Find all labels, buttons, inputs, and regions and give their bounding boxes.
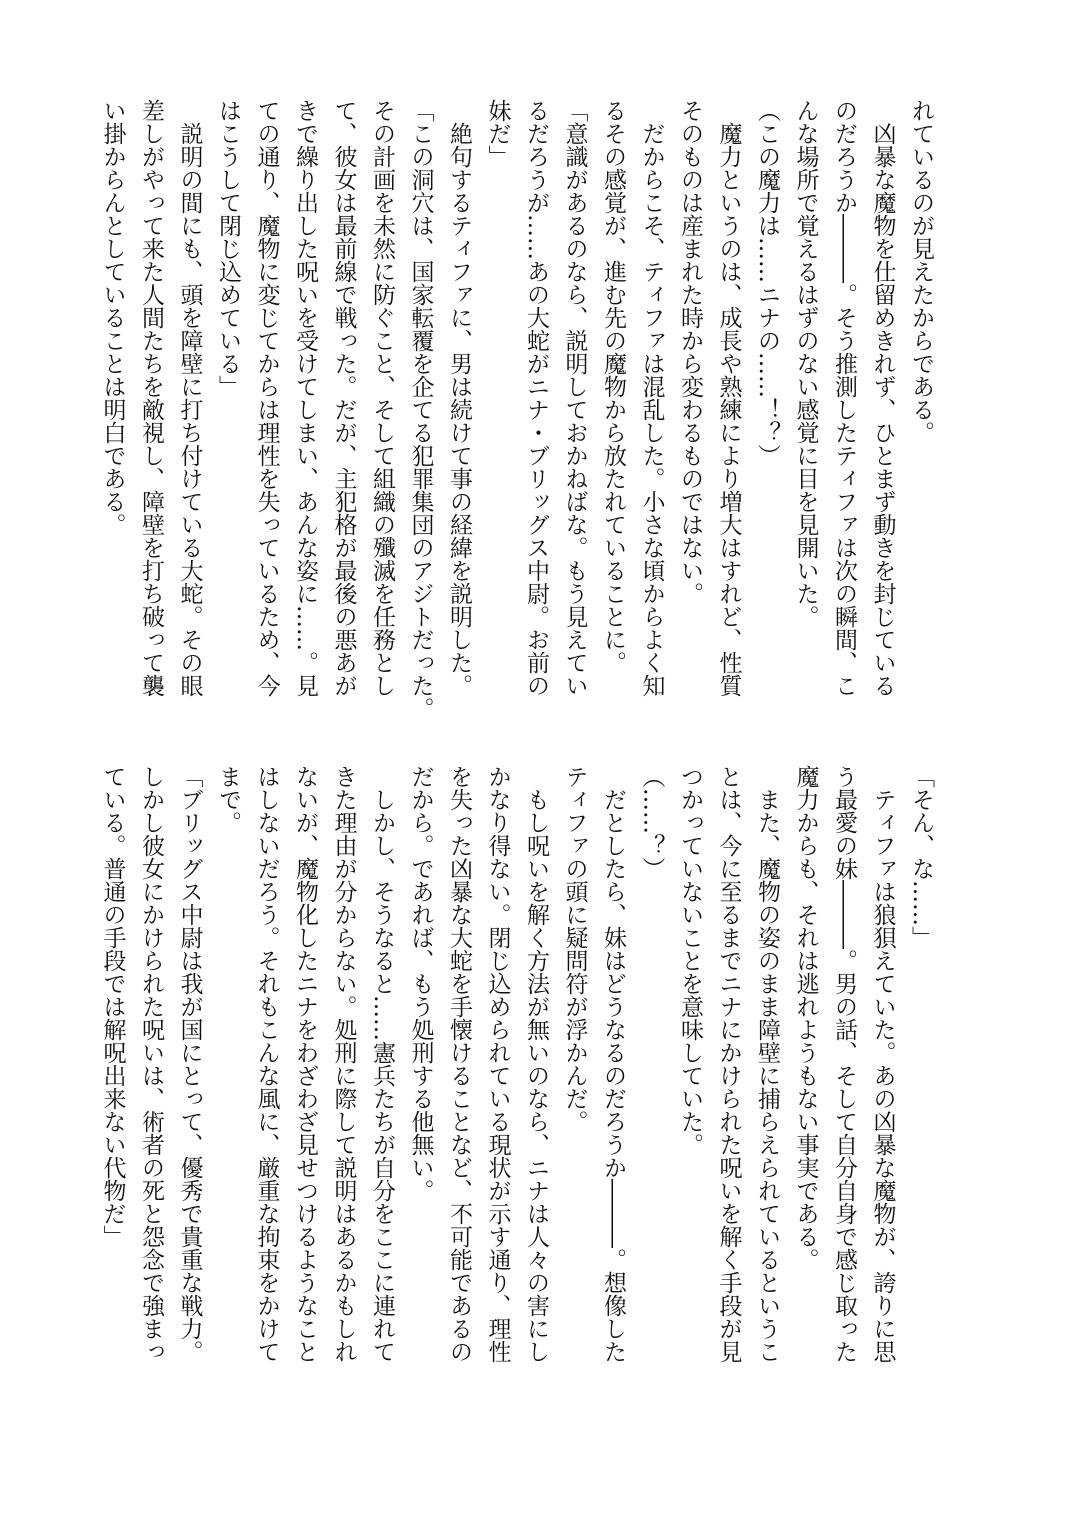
text-line: まで。	[215, 765, 241, 834]
text-line: い掛からんとしていることは明白である。	[99, 99, 126, 536]
text-line: 魔力というのは、成長や熟練により増大はすれど、性質	[715, 99, 742, 697]
text-line: しかし彼女にかけられた呪いは、術者の死と怨念で強まっ	[138, 765, 164, 1363]
text-line: 魔力からも、それは逃れようもない事実である。	[792, 765, 819, 1271]
text-line: を失った凶暴な大蛇を手懐けることなど、不可能であるの	[446, 765, 472, 1363]
text-line: きで繰り出した呪いを受けてしまい、あんな姿に……。見	[292, 99, 318, 697]
text-line: るだろうが……あの大蛇がニナ・ブリッグス中尉。お前の	[523, 99, 549, 697]
text-line: かなり得ない。閉じ込められている現状が示す通り、理性	[484, 765, 511, 1363]
text-line: （……？）	[638, 765, 665, 880]
text-line: 差しがやって来た人間たちを敵視し、障壁を打ち破って襲	[138, 99, 164, 697]
text-line: 説明の間にも、頭を障壁に打ち付けている大蛇。その眼	[176, 99, 203, 697]
text-line: ないが、魔物化したニナをわざわざ見せつけるようなこと	[292, 765, 318, 1363]
text-block-lower	[93, 765, 940, 1365]
text-line: とは、今に至るまでニナにかけられた呪いを解く手段が見	[715, 765, 742, 1363]
text-line: はしないだろう。それもこんな風に、厳重な拘束をかけて	[253, 765, 280, 1363]
text-line: そのものは産まれた時から変わるものではない。	[677, 99, 703, 605]
text-line: 妹だ」	[484, 99, 511, 168]
text-line: ている。普通の手段では解呪出来ない代物だ」	[99, 765, 126, 1248]
text-line: （この魔力は……ニナの……！？）	[754, 99, 780, 467]
text-line: るその感覚が、進む先の魔物から放たれていることに。	[600, 99, 626, 674]
text-line: ティファは狼狽えていた。あの凶暴な魔物が、誇りに思	[869, 765, 896, 1363]
text-line: 「そん、な……」	[908, 765, 934, 949]
text-line: のだろうか―――。そう推測したティファは次の瞬間、こ	[831, 99, 857, 697]
text-line: て、彼女は最前線で戦った。だが、主犯格が最後の悪あが	[330, 99, 357, 697]
text-line: だからこそ、ティファは混乱した。小さな頃からよく知	[638, 99, 665, 697]
text-line: その計画を未然に防ぐこと、そして組織の殲滅を任務とし	[369, 99, 395, 697]
text-line: しかし、そうなると……憲兵たちが自分をここに連れて	[369, 765, 395, 1363]
text-line: ティファの頭に疑問符が浮かんだ。	[561, 765, 588, 1133]
text-line: 「この洞穴は、国家転覆を企てる犯罪集団のアジトだった。	[407, 99, 434, 720]
text-line: もし呪いを解く方法が無いのなら、ニナは人々の害にし	[523, 765, 549, 1363]
text-line: 凶暴な魔物を仕留めきれず、ひとまず動きを封じている	[869, 99, 896, 697]
text-line: 「ブリッグス中尉は我が国にとって、優秀で貴重な戦力。	[176, 765, 203, 1363]
text-line: だとしたら、妹はどうなるのだろうか―――。想像した	[600, 765, 626, 1363]
text-line: ての通り、魔物に変じてからは理性を失っているため、今	[253, 99, 280, 697]
text-line: れているのが見えたからである。	[908, 99, 934, 444]
text-block-upper	[93, 99, 940, 720]
text-line: きた理由が分からない。処刑に際して説明はあるかもしれ	[330, 765, 357, 1363]
text-line: だから。であれば、もう処刑する他無い。	[407, 765, 434, 1202]
text-line: 絶句するティファに、男は続けて事の経緯を説明した。	[446, 99, 472, 697]
text-line: 「意識があるのなら、説明しておかねばな。もう見えてい	[561, 99, 588, 697]
text-line: んな場所で覚えるはずのない感覚に目を見開いた。	[792, 99, 819, 628]
text-line: う最愛の妹―――。男の話、そして自分自身で感じ取った	[831, 765, 857, 1363]
text-line: また、魔物の姿のまま障壁に捕らえられているというこ	[754, 765, 780, 1363]
text-line: はこうして閉じ込めている」	[215, 99, 241, 398]
text-line: つかっていないことを意味していた。	[677, 765, 703, 1156]
